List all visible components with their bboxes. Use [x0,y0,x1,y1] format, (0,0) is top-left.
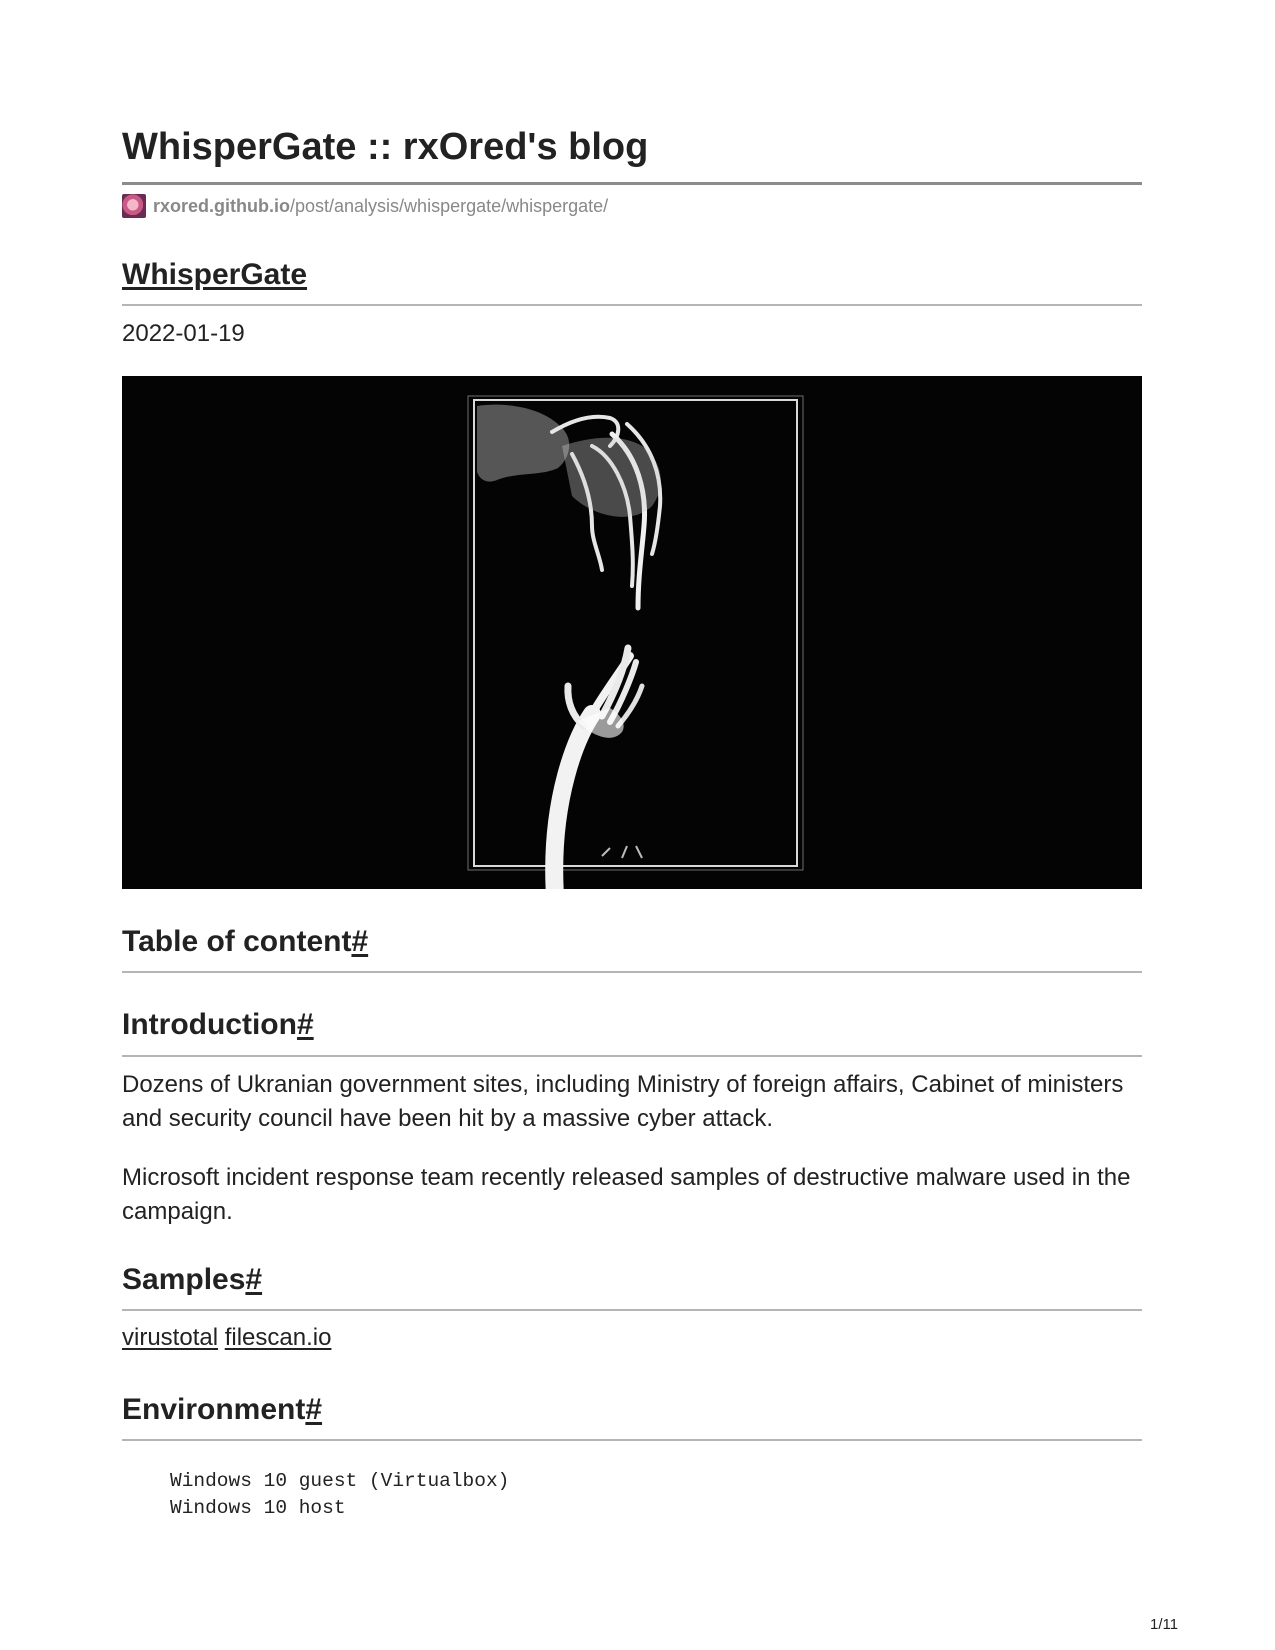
heading-text: Samples [122,1263,246,1296]
heading-anchor-link[interactable]: # [245,1263,263,1296]
samples-links [122,1324,331,1352]
heading-table-of-content [122,925,368,959]
post-title-divider [122,304,1142,306]
source-host[interactable]: rxored.github.io [153,195,290,216]
virustotal-link[interactable]: virustotal [122,1324,219,1351]
post-date: 2022-01-19 [122,320,245,347]
source-url[interactable] [122,194,608,218]
filescan-link[interactable]: filescan.io [224,1324,332,1351]
heading-text: Environment [122,1393,306,1426]
hero-image [122,376,1142,889]
heading-samples [122,1263,262,1297]
source-path[interactable]: /post/analysis/whispergate/whispergate/ [290,195,609,216]
title-divider [122,182,1142,185]
heading-anchor-link[interactable]: # [305,1393,323,1426]
section-divider [122,1439,1142,1441]
section-divider [122,1309,1142,1311]
intro-paragraph-2: Microsoft incident response team recently released samples of destructive malware used in the campaign. [122,1164,1131,1225]
site-favicon-icon [122,194,146,218]
document-title: WhisperGate :: rxOred's blog [122,126,649,168]
post-title-link[interactable]: WhisperGate [122,258,308,291]
heading-anchor-link[interactable]: # [296,1008,314,1041]
section-divider [122,1055,1142,1057]
heading-anchor-link[interactable]: # [351,925,369,958]
heading-text: Table of content [122,925,352,958]
heading-text: Introduction [122,1008,297,1041]
page-number: 1/11 [1150,1616,1179,1633]
heading-introduction [122,1008,314,1042]
hands-illustration [122,376,1142,889]
section-divider [122,971,1142,973]
intro-paragraph-1: Dozens of Ukranian government sites, including Ministry of foreign affairs, Cabinet of ministers and security council have been hit by a massive cyber attack. [122,1071,1124,1132]
heading-environment [122,1393,322,1427]
environment-code-block: Windows 10 guest (Virtualbox) Windows 10 host [170,1470,510,1519]
